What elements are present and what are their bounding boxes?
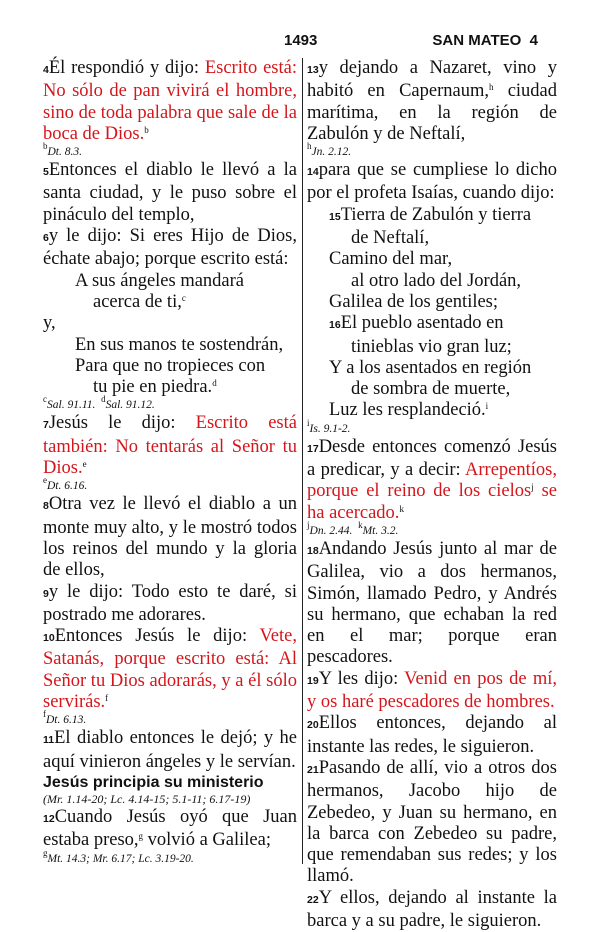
cross-reference: $^g$Mt. 14.3; Mr. 6.17; Lc. 3.19-20. xyxy=(43,847,194,865)
verse-8: 8Otra vez le llevó el diablo a un monte muy alto, y le mostró todos los reinos del mundo y la gloria de ellos, xyxy=(43,494,297,581)
poetry-line: 16El pueblo asentado en xyxy=(329,313,504,334)
poetry-line: Galilea de los gentiles; xyxy=(329,291,499,312)
column-divider xyxy=(302,58,303,864)
verse-13: 13y dejando a Nazaret, vino y habitó en Capernaum,$^h$ ciudad marítima, en la región de Zabulón y de Neftalí, xyxy=(307,58,558,144)
section-heading: Jesús principia su ministerio xyxy=(43,773,264,791)
cross-reference: $^f$Dt. 6.13. xyxy=(43,709,87,727)
poetry-line: acerca de ti,$^c$ xyxy=(93,291,186,312)
verse-18: 18Andando Jesús junto al mar de Galilea, vio a dos hermanos, Simón, llamado Pedro, y Andrés su hermano, que echaban la red en el mar; porque eran pescadores. xyxy=(307,538,557,668)
verse-4: 4Él respondió y dijo: Escrito está: No sólo de pan vivirá el hombre, sino de toda palabra que sale de la boca de Dios.$^b$ xyxy=(43,58,297,144)
verse-21: 21Pasando de allí, vio a otros dos hermanos, Jacobo hijo de Zebedeo, y Juan su hermano, en la barca con Zebedeo su padre, que remendaban sus redes; y los llamó. xyxy=(307,757,557,887)
poetry-line: Y a los asentados en región xyxy=(329,357,532,378)
words-of-jesus: Vete, Satanás, porque escrito está: Al Señor tu Dios adorarás, y a él sólo servirás. xyxy=(43,626,297,713)
verse-14: 14para que se cumpliese lo dicho por el profeta Isaías, cuando dijo: xyxy=(307,160,557,204)
cross-reference: $^b$Dt. 8.3. xyxy=(43,141,82,159)
words-of-jesus: Escrito está también: No tentarás al Señor tu Dios. xyxy=(43,413,297,479)
verse-6: 6y le dijo: Si eres Hijo de Dios, échate abajo; porque escrito está: xyxy=(43,226,297,270)
cross-reference: $^h$Jn. 2.12. xyxy=(307,141,352,159)
page-number: 1493 xyxy=(284,32,318,49)
book-name: SAN MATEO xyxy=(432,32,522,49)
verse-19: 19Y les dijo: Venid en pos de mí, y os haré pescadores de hombres. xyxy=(307,668,558,713)
cross-reference: $^e$Dt. 6.16. xyxy=(43,475,88,493)
verse-22: 22Y ellos, dejando al instante la barca y a su padre, le siguieron. xyxy=(307,887,557,931)
verse-9: 9y le dijo: Todo esto te daré, si postrado me adorares. xyxy=(43,581,297,625)
words-of-jesus: se ha acercado. xyxy=(307,481,557,523)
poetry-line: y, xyxy=(43,313,56,334)
poetry-line: tinieblas vio gran luz; xyxy=(351,336,512,357)
verse-7: 7Jesús le dijo: Escrito está también: No tentarás al Señor tu Dios.$^e$ xyxy=(43,413,297,479)
poetry-line: 15Tierra de Zabulón y tierra xyxy=(329,204,532,225)
poetry-line: de sombra de muerte, xyxy=(351,379,511,400)
verse-10: 10Entonces Jesús le dijo: Vete, Satanás, porque escrito está: Al Señor tu Dios adorarás, y a él sólo servirás.$^f$ xyxy=(43,626,297,713)
verse-12: 12Cuando Jesús oyó que Juan estaba preso,$^g$ volvió a Galilea; xyxy=(43,806,297,851)
right-column xyxy=(307,58,557,932)
poetry-line: Luz les resplandeció.$^i$ xyxy=(329,400,489,421)
verse-20: 20Ellos entonces, dejando al instante las redes, le siguieron. xyxy=(307,713,557,757)
verse-11: 11El diablo entonces le dejó; y he aquí vinieron ángeles y le servían. xyxy=(43,728,297,772)
words-of-jesus: Arrepentíos, porque el reino de los cielos xyxy=(307,460,557,502)
running-head xyxy=(432,32,538,49)
poetry-line: tu pie en piedra.$^d$ xyxy=(93,377,217,398)
poetry-line: al otro lado del Jordán, xyxy=(351,270,522,291)
poetry-line: A sus ángeles mandará xyxy=(75,270,245,291)
poetry-line: Para que no tropieces con xyxy=(75,355,266,376)
chapter-number: 4 xyxy=(529,32,538,49)
cross-reference: $^i$Is. 9.1-2. xyxy=(307,417,351,435)
cross-reference: $^j$Dn. 2.44. $^k$Mt. 3.2. xyxy=(307,519,399,537)
parallel-references: (Mr. 1.14-20; Lc. 4.14-15; 5.1-11; 6.17-19) xyxy=(43,791,251,806)
poetry-line: de Neftalí, xyxy=(351,228,430,249)
poetry-line: En sus manos te sostendrán, xyxy=(75,334,284,355)
cross-reference: $^c$Sal. 91.11. $^d$Sal. 91.12. xyxy=(43,394,155,412)
verse-17: 17Desde entonces comenzó Jesús a predicar, y a decir: Arrepentíos, porque el reino de los cielos$^j$ se ha acercado.$^k$ xyxy=(307,436,557,523)
page-header xyxy=(0,26,600,48)
verse-5: 5Entonces el diablo le llevó a la santa ciudad, y le puso sobre el pináculo del templo, xyxy=(43,160,297,225)
words-of-jesus: Escrito está: No sólo de pan vivirá el hombre, sino de toda palabra que sale de la boca de Dios. xyxy=(43,58,297,144)
words-of-jesus: Venid en pos de mí, y os haré pescadores de hombres. xyxy=(307,668,558,713)
poetry-line: Camino del mar, xyxy=(329,249,453,270)
left-column xyxy=(43,58,297,867)
